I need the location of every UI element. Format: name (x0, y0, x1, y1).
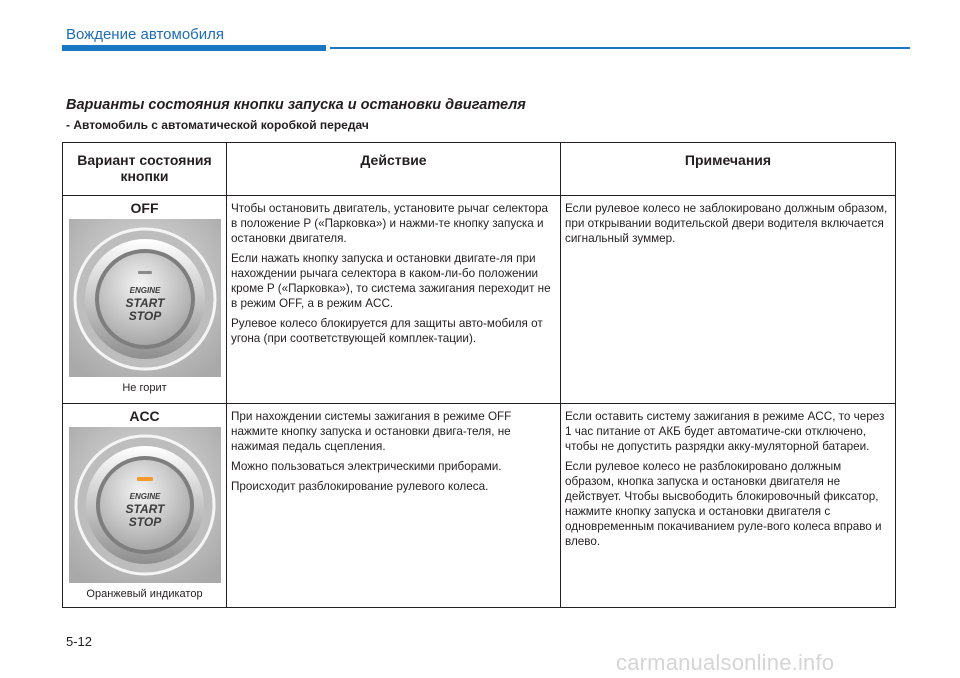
header-action: Действие (360, 152, 427, 168)
header-rule-thin (330, 47, 910, 49)
notes-cell-acc (565, 409, 889, 554)
action-paragraph: Если нажать кнопку запуска и остановки двигате-ля при нахождении рычага селектора в каком-ли-бо положении кроме P («Парковка»), то система зажигания переходит не в режим OFF, а в режим ACC. (231, 252, 551, 310)
engine-start-stop-button-icon (69, 427, 221, 583)
section-title: Варианты состояния кнопки запуска и остановки двигателя (66, 97, 526, 113)
watermark: carmanualsonline.info (616, 650, 835, 675)
engine-button-acc-photo (69, 427, 221, 583)
state-label-acc: ACC (129, 408, 160, 424)
engine-start-stop-button-icon (69, 219, 221, 377)
state-label-off: OFF (130, 200, 159, 216)
action-paragraph: Чтобы остановить двигатель, установите рычаг селектора в положение P («Парковка») и нажми-те кнопку запуска и остановки двигателя. (231, 202, 549, 245)
acc-indicator-light (137, 477, 153, 481)
state-caption-off: Не горит (122, 382, 167, 394)
action-paragraph: Происходит разблокирование рулевого колеса. (231, 480, 489, 493)
header-state (63, 143, 226, 195)
button-states-table (62, 142, 896, 608)
button-text-engine: ENGINE (129, 286, 161, 295)
page-section-header: Вождение автомобиля (66, 26, 225, 43)
notes-paragraph: Если рулевое колесо не разблокировано должным образом, кнопка запуска и остановки двигателя не действует. Чтобы высвободить блокировочный фиксатор, нажмите кнопку запуска и остановки двигателя с одновременным покачиванием руле-вого колеса вправо и влево. (565, 460, 882, 548)
notes-paragraph: Если рулевое колесо не заблокировано должным образом, при открывании водительской двери водителя включается сигнальный зуммер. (565, 202, 888, 245)
notes-paragraph: Если оставить систему зажигания в режиме ACC, то через 1 час питание от АКБ будет автоматиче-ски отключено, чтобы не допустить разрядки акку-муляторной батареи. (565, 410, 885, 453)
header-state-line1: Вариант состояния (77, 152, 212, 168)
engine-button-off-photo (69, 219, 221, 377)
action-paragraph: При нахождении системы зажигания в режиме OFF нажмите кнопку запуска и остановки двига-теля, не нажимая педаль сцепления. (231, 410, 512, 453)
header-rule-thick (62, 45, 326, 51)
row-divider (63, 403, 895, 404)
button-text-start: START (125, 502, 165, 516)
header-notes: Примечания (684, 152, 772, 168)
action-paragraph: Рулевое колесо блокируется для защиты авто-мобиля от угона (при соответствующей комплек-тации). (231, 317, 543, 345)
header-divider (63, 195, 895, 196)
action-cell-acc (231, 409, 553, 499)
page-number: 5-12 (66, 634, 93, 649)
action-cell-off (231, 201, 553, 351)
button-text-stop: STOP (128, 309, 162, 323)
action-paragraph: Можно пользоваться электрическими приборами. (231, 460, 502, 473)
header-state-line2: кнопки (120, 168, 169, 184)
button-text-engine: ENGINE (129, 492, 161, 501)
state-caption-acc: Оранжевый индикатор (86, 588, 203, 600)
column-divider (226, 143, 227, 607)
button-text-stop: STOP (128, 515, 162, 529)
notes-cell-off (565, 201, 889, 251)
column-divider (560, 143, 561, 607)
section-subtitle: - Автомобиль с автоматической коробкой передач (66, 118, 369, 132)
button-text-start: START (125, 296, 165, 310)
